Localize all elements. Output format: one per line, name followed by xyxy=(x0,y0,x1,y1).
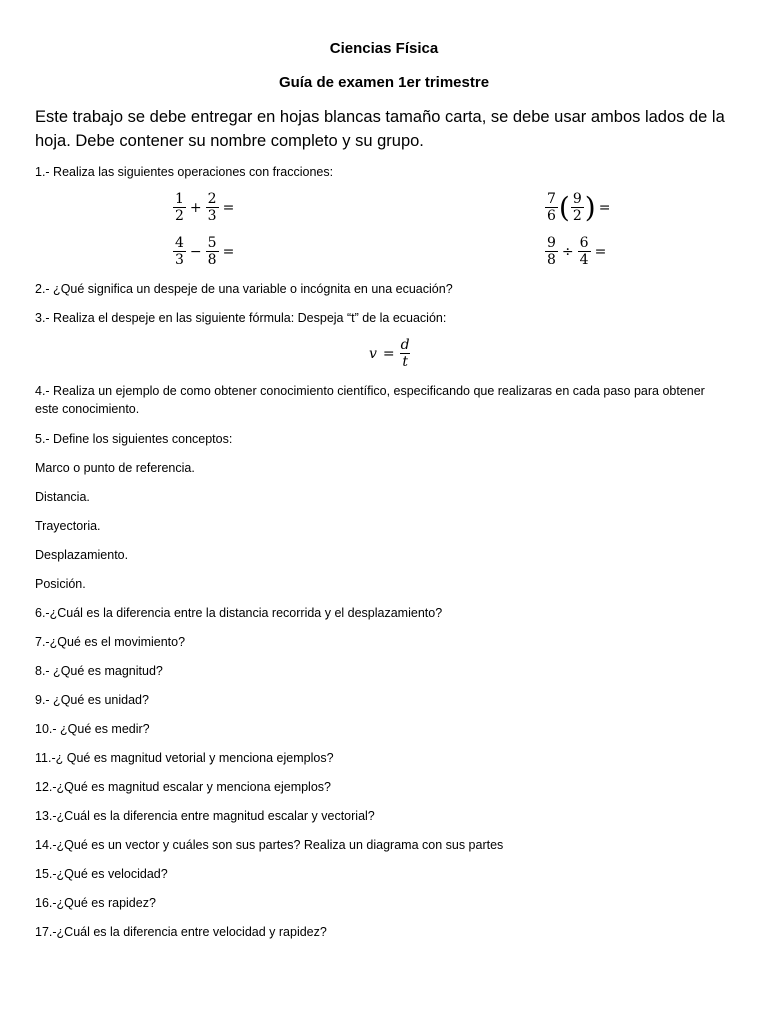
question-item: 6.-¿Cuál es la diferencia entre la distancia recorrida y el desplazamiento? xyxy=(35,606,443,620)
fraction xyxy=(173,191,186,224)
right-parenthesis: ) xyxy=(584,190,596,224)
denominator: 8 xyxy=(207,252,217,268)
left-parenthesis: ( xyxy=(558,190,570,224)
numerator: d xyxy=(400,337,410,353)
question-item: 17.-¿Cuál es la diferencia entre velocidad y rapidez? xyxy=(35,925,327,939)
fraction-operation-a xyxy=(172,191,237,224)
question-item: 10.- ¿Qué es medir? xyxy=(35,722,150,736)
numerator: 6 xyxy=(579,235,589,251)
denominator: 3 xyxy=(175,252,184,268)
question-item: 11.-¿ Qué es magnitud vetorial y menciona ejemplos? xyxy=(35,751,334,765)
question-item: 15.-¿Qué es velocidad? xyxy=(35,867,168,881)
question-item: 12.-¿Qué es magnitud escalar y menciona ejemplos? xyxy=(35,780,331,794)
numerator: 9 xyxy=(572,191,582,207)
denominator: 6 xyxy=(547,208,556,224)
numerator: 1 xyxy=(175,191,184,207)
equals-sign: = xyxy=(598,199,611,216)
document-title: Ciencias Física xyxy=(329,40,439,57)
concept-item: Trayectoria. xyxy=(35,519,101,533)
fraction xyxy=(545,191,558,224)
question-3: 3.- Realiza el despeje en las siguiente fórmula: Despeja “t” de la ecuación: xyxy=(35,311,447,325)
concept-item: Posición. xyxy=(35,577,86,591)
equals-sign: = xyxy=(594,243,607,260)
question-1: 1.- Realiza las siguientes operaciones con fracciones: xyxy=(35,165,334,179)
question-2: 2.- ¿Qué significa un despeje de una variable o incógnita en una ecuación? xyxy=(35,282,453,296)
question-item: 8.- ¿Qué es magnitud? xyxy=(35,664,163,678)
question-item: 16.-¿Qué es rapidez? xyxy=(35,896,156,910)
numerator: 2 xyxy=(207,191,217,207)
fraction xyxy=(206,191,219,224)
question-4: 4.- Realiza un ejemplo de como obtener conocimiento científico, especificando que realizaras en cada paso para obtener este conocimiento. xyxy=(35,384,705,416)
question-item: 9.- ¿Qué es unidad? xyxy=(35,693,149,707)
numerator: 9 xyxy=(547,235,556,251)
denominator: 4 xyxy=(579,252,589,268)
question-item: 7.-¿Qué es el movimiento? xyxy=(35,635,186,649)
operator: + xyxy=(189,199,202,216)
concept-item: Distancia. xyxy=(35,490,90,504)
question-item: 13.-¿Cuál es la diferencia entre magnitud escalar y vectorial? xyxy=(35,809,375,823)
equals-sign: = xyxy=(382,345,395,362)
fraction-operation-d xyxy=(544,235,609,268)
fraction xyxy=(571,191,584,224)
formula-lhs: v xyxy=(369,345,377,362)
denominator: t xyxy=(402,354,408,370)
concept-item: Marco o punto de referencia. xyxy=(35,461,195,475)
equals-sign: = xyxy=(222,199,235,216)
document-subtitle: Guía de examen 1er trimestre xyxy=(278,74,490,91)
fraction xyxy=(206,235,219,268)
numerator: 4 xyxy=(175,235,184,251)
intro-paragraph: Este trabajo se debe entregar en hojas blancas tamaño carta, se debe usar ambos lados de la hoja. Debe contener su nombre completo y su grupo. xyxy=(35,108,725,150)
numerator: 5 xyxy=(207,235,217,251)
fraction xyxy=(545,235,558,268)
fraction-operation-b xyxy=(544,191,613,224)
operator: ÷ xyxy=(561,243,574,260)
denominator: 8 xyxy=(547,252,556,268)
concept-item: Desplazamiento. xyxy=(35,548,129,562)
velocity-formula xyxy=(366,337,413,370)
fraction xyxy=(173,235,186,268)
operator: − xyxy=(189,243,202,260)
denominator: 2 xyxy=(175,208,184,224)
fraction xyxy=(578,235,591,268)
question-item: 14.-¿Qué es un vector y cuáles son sus partes? Realiza un diagrama con sus partes xyxy=(35,838,504,852)
equals-sign: = xyxy=(222,243,235,260)
denominator: 3 xyxy=(207,208,217,224)
denominator: 2 xyxy=(572,208,582,224)
question-5: 5.- Define los siguientes conceptos: xyxy=(35,432,233,446)
fraction xyxy=(399,337,412,370)
numerator: 7 xyxy=(547,191,556,207)
fraction-operation-c xyxy=(172,235,237,268)
